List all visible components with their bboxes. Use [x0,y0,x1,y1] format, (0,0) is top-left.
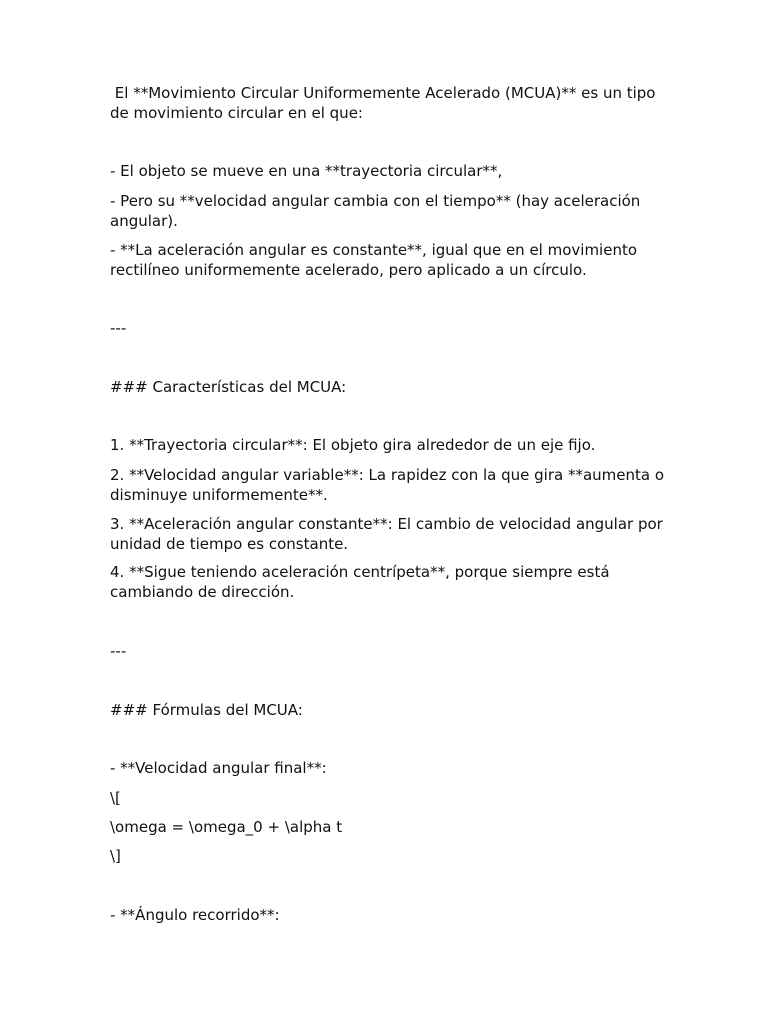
definition-point: - **La aceleración angular es constante**, igual que en el movimiento rectilíneo uniformemente acelerado, pero aplicado a un círculo. [110,241,642,279]
formula-body: \omega = \omega_0 + \alpha t [110,818,343,836]
characteristic-item: 1. **Trayectoria circular**: El objeto gira alrededor de un eje fijo. [110,436,596,454]
characteristic-item: 2. **Velocidad angular variable**: La rapidez con la que gira **aumenta o disminuye uniformemente**. [110,466,669,504]
separator: --- [110,319,127,337]
separator: --- [110,642,127,660]
formula-label: - **Velocidad angular final**: [110,759,327,777]
intro-paragraph: El **Movimiento Circular Uniformemente Acelerado (MCUA)** es un tipo de movimiento circular en el que: [110,84,661,122]
definition-point: - El objeto se mueve en una **trayectoria circular**, [110,162,503,180]
characteristic-item: 3. **Aceleración angular constante**: El cambio de velocidad angular por unidad de tiempo es constante. [110,515,668,553]
characteristics-heading: ### Características del MCUA: [110,378,347,396]
definition-point: - Pero su **velocidad angular cambia con el tiempo** (hay aceleración angular). [110,192,646,230]
formulas-heading: ### Fórmulas del MCUA: [110,701,303,719]
formula-delimiter-close: \] [110,847,121,865]
formula-delimiter-open: \[ [110,789,121,807]
characteristic-item: 4. **Sigue teniendo aceleración centrípeta**, porque siempre está cambiando de dirección. [110,563,615,601]
formula-label: - **Ángulo recorrido**: [110,906,280,924]
